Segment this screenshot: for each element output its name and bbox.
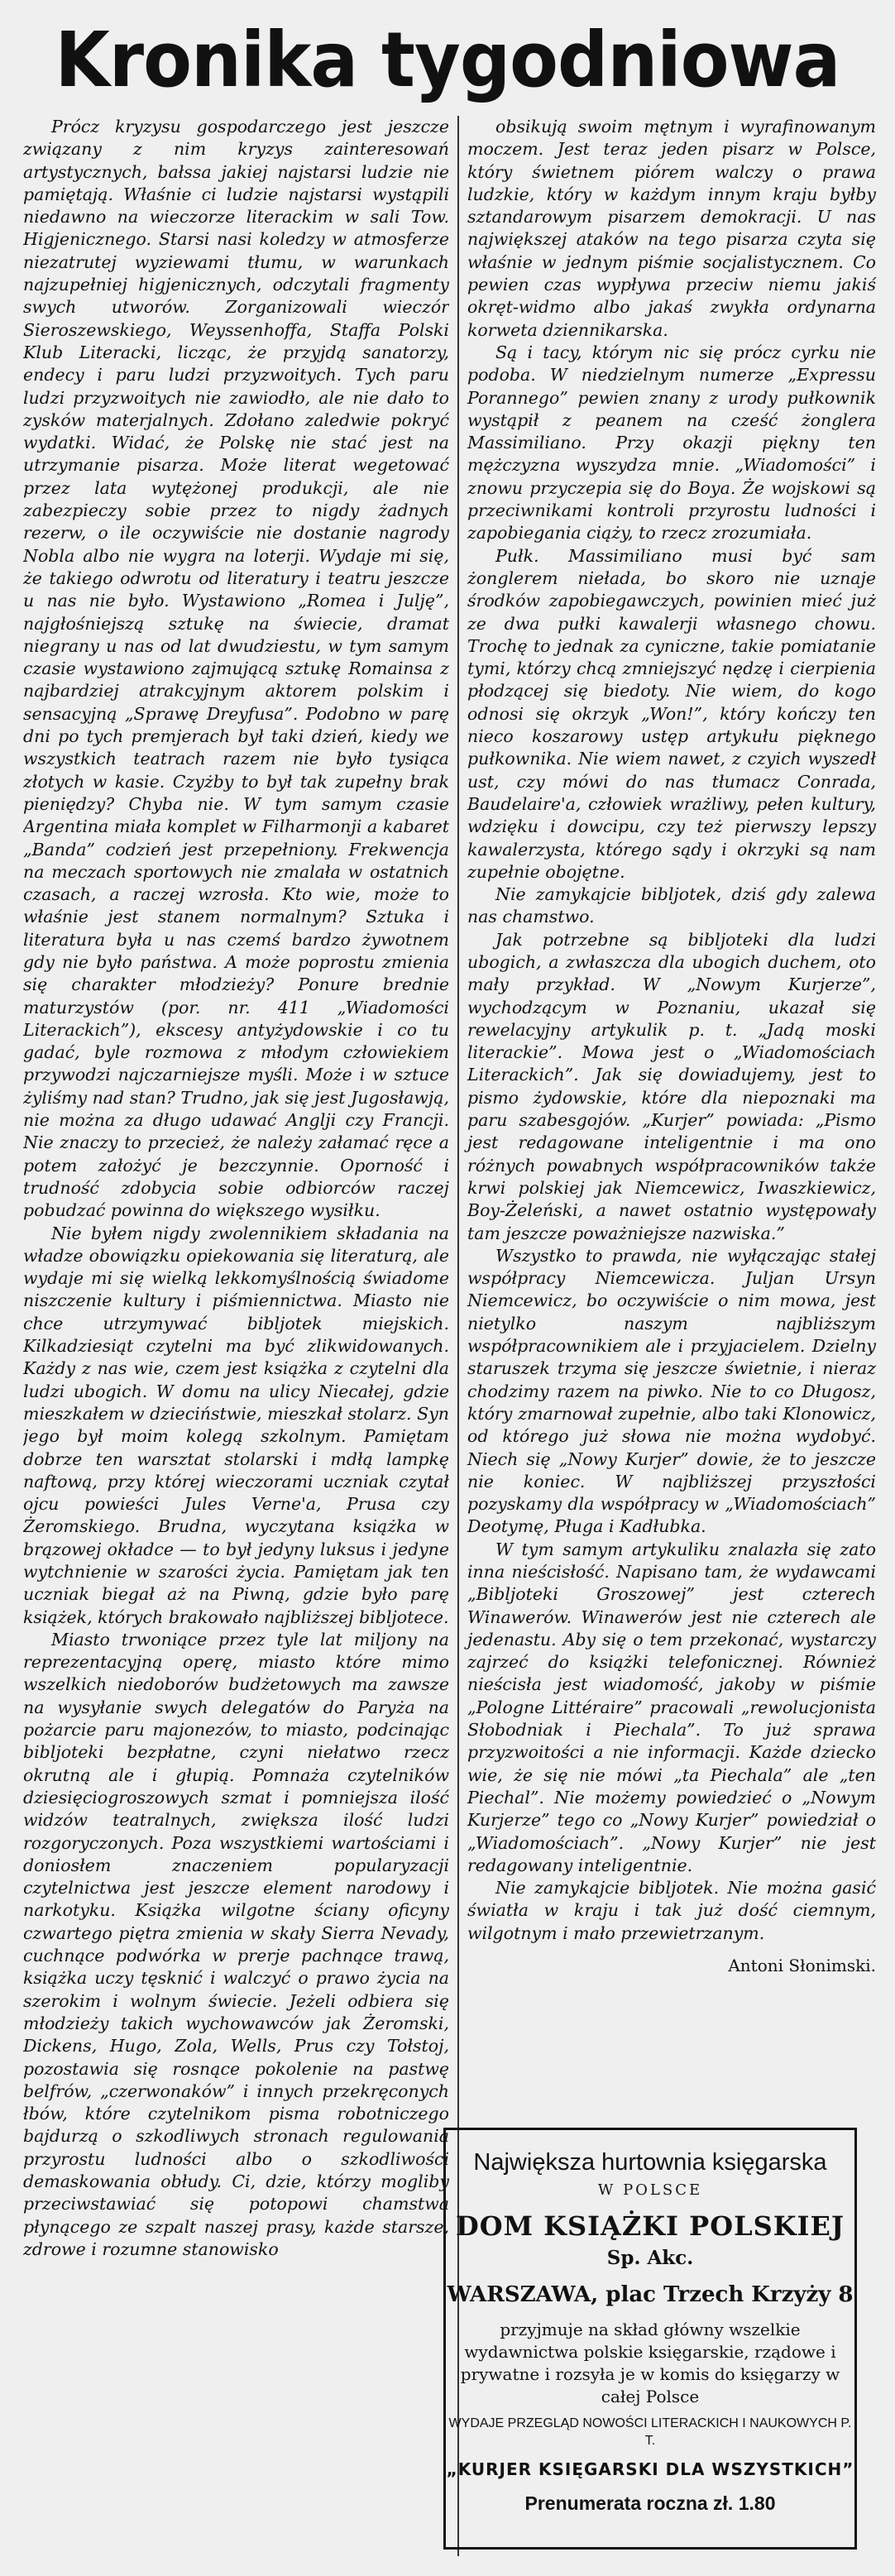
paragraph: Nie byłem nigdy zwolennikiem składania na władze obowiązku opiekowania się literaturą, ale wydaje mi się wielką lekkomyślnością świadome niszczenie kultury i piśmiennictwa. Miasto nie chce utrzymywać bibljotek miejskich. Kilkadziesiąt czytelni ma być zlikwidowanych. Każdy z nas wie, czem jest książka z czytelni dla ludzi ubogich. W domu na ulicy Niecałej, gdzie mieszkałem w dzieciństwie, mieszkał stolarz. Syn jego był moim kolegą szkolnym. Pamiętam dobrze ten warsztat stolarski i mdłą lampkę naftową, przy której wieczorami uczniak czytał ojcu powieści Jules Verne'a, Prusa czy Żeromskiego. Brudna, wyczytana książka w brązowej okładce — to był jedyny luksus i jedyne wytchnienie w szarości życia. Pamiętam jak ten uczniak biegał aż na Piwną, gdzie było parę książek, których brakowało najbliższej bibljotece.	[23, 1223, 449, 1627]
paragraph: Miasto trwoniące przez tyle lat miljony na reprezentacyjną operę, miasto które mimo wszelkich niedoborów budżetowych ma zawsze na wysyłanie swych delegatów do Paryża na pożarcie paru majonezów, to miasto, podcinając bibljoteki bezpłatne, czyni niełatwo rzecz okrutną ale i głupią. Pomnaża czytelników dziesięciogroszowych szmat i pomniejsza ilość widzów teatralnych, zwiększa ilość ludzi rozgoryczonych. Poza wszystkiemi wartościami i doniosłem znaczeniem popularyzacji czytelnictwa jest jeszcze element narodowy i narkotyku. Książka wilgotne ściany oficyny czwartego piętra zmienia w skały Sierra Nevady, cuchnące podwórka w prerje pachnące trawą, książka uczy tęsknić i walczyć o prawo życia na szerokim i wolnym świecie. Jeżeli odbiera się młodzieży takich wychowawców jak Żeromski, Dickens, Hugo, Zola, Wells, Prus czy Tołstoj, pozostawia się rosnące pokolenie na pastwę belfrów, „czerwonaków” i innych przekręconych łbów, które czytelnikom pisma robotniczego bajdurzą o szkodliwych stronach regulowania przyrostu ludności albo o szkodliwości demaskowania obłudy. Ci, dzie, którzy mogliby przeciwstawiać się potopowi chamstwa płynącego ze szpalt naszej prasy, każde starsze, zdrowe i rozumne stanowisko	[23, 1629, 449, 2259]
paragraph: W tym samym artykuliku znalazła się zato inna nieścisłość. Napisano tam, że wydawcami „Bibljoteki Groszowej” jest czterech Winawerów. Winawerów jest nie czterech ale jedenastu. Aby się o tem przekonać, wystarczy zajrzeć do książki telefonicznej. Również nieścisła jest wiadomość, jakoby w piśmie „Pologne Littéraire” pracowali „rewolucjonista Słobodniak i Piechala”. To już sprawa przyzwoitości a nie informacji. Każde dziecko wie, że się nie mówi „ta Piechala” ale „ten Piechal”. Nie możemy powiedzieć o „Nowym Kurjerze” tego co „Nowy Kurjer” powiedział o „Wiadomościach”. „Nowy Kurjer” nie jest redagowany inteligentnie.	[467, 1539, 876, 1875]
advertisement-box	[443, 2128, 857, 2550]
article-column-left	[23, 116, 449, 2548]
paragraph: obsikują swoim mętnym i wyrafinowanym moczem. Jest teraz jeden pisarz w Polsce, który świetnem piórem walczy o prawa ludzkie, który w każdym innym kraju byłby sztandarowym pisarzem demokracji. U nas największej ataków na tego pisarza czyta się właśnie w jednym piśmie socjalistycznem. Co pewien czas wypływa przeciw niemu jakiś okręt-widmo albo jakaś zwykła ordynarna korweta dziennikarska.	[467, 117, 876, 340]
headline: Kronika tygodniowa	[55, 16, 840, 104]
paragraph: Prócz kryzysu gospodarczego jest jeszcze związany z nim kryzys zainteresowań artystycznych, bałssa jakiej najstarsi ludzie nie pamiętają. Właśnie ci ludzie najstarsi wystąpili niedawno na wieczorze literackim w sali Tow. Higjenicznego. Starsi nasi koledzy w atmosferze niezatrutej wyziewami tłumu, w warunkach najzupełniej higjenicznych, odczytali fragmenty swych utworów. Zorganizowali wieczór Sieroszewskiego, Weyssenhoffa, Staffa Polski Klub Literacki, licząc, że przyjdą sanatorzy, endecy i paru ludzi przyzwoitych. Tych paru ludzi przyzwoitych nie zawiodło, ale nie dało to zysków materjalnych. Zdołano zaledwie pokryć wydatki. Widać, że Polskę nie stać jest na utrzymanie pisarza. Może literat wegetować przez lata wytężonej produkcji, ale nie zabezpieczy sobie przez to nigdy żadnych rezerw, o ile oczywiście nie dostanie nagrody Nobla albo nie wygra na loterji. Wydaje mi się, że takiego odwrotu od literatury i teatru jeszcze u nas nie było. Wystawiono „Romea i Julję”, najgłośniejszą sztukę na świecie, dramat niegrany u nas od lat dwudziestu, w tym samym czasie wystawiono zajmującą sztukę Romainsa z najbardziej atrakcyjnym aktorem polskim i sensacyjną „Sprawę Dreyfusa”. Podobno w parę dni po tych premjerach był taki dzień, kiedy we wszystkich teatrach razem nie było tysiąca złotych w kasie. Czyżby to był tak zupełny brak pieniędzy? Chyba nie. W tym samym czasie Argentina miała komplet w Filharmonji a kabaret „Banda” codzień jest przepełniony. Frekwencja na meczach sportowych nie zmalała w ostatnich czasach, a raczej wzrosła. Kto wie, może to właśnie jest stanem normalnym? Sztuka i literatura była u nas czemś bardzo żywotnem gdy nie było państwa. A może poprostu zmienia się charakter młodzieży? Ponure brednie maturzystów (por. nr. 411 „Wiadomości Literackich”), ekscesy antyżydowskie i co tu gadać, byle rozmowa z młodym człowiekiem przywodzi najczarniejsze myśli. Może i w sztuce żyliśmy nad stan? Trudno, jak się jest Jugosławją, nie można za długo udawać Anglji czy Francji. Nie znaczy to przecież, że należy załamać ręce a potem założyć je bezczynnie. Oporność i trudność zdobycia sobie odbiorców raczej pobudzać powinna do większego wysiłku.	[23, 117, 449, 1221]
paragraph: Są i tacy, którym nic się prócz cyrku nie podoba. W niedzielnym numerze „Expressu Porannego” pewien znany z urody pułkownik wystąpił z peanem na cześć żonglera Massimiliano. Przy okazji piękny ten mężczyzna wyszydza mnie. „Wiadomości” i znowu przyczepia się do Boya. Że wojskowi są przeciwnikami kontroli przyrostu ludności i zapobiegania ciąży, to rzecz zrozumiała.	[467, 342, 876, 543]
article-column-right	[467, 116, 876, 1977]
ad-subheadline: W POLSCE	[597, 2181, 703, 2199]
ad-company-type: Sp. Akc.	[606, 2247, 694, 2269]
author-signature: Antoni Słonimski.	[728, 1956, 876, 1976]
ad-description: przyjmuje na skład główny wszelkie wydawnictwa polskie księgarskie, rządowe i prywatne i rozsyła je w komis do księgarzy w całej Polsce	[460, 2320, 840, 2406]
ad-subscription-price: Prenumerata roczna zł. 1.80	[524, 2492, 776, 2514]
ad-publication-title: „KURJER KSIĘGARSKI DLA WSZYSTKICH”	[446, 2459, 854, 2479]
paragraph: Nie zamykajcie bibljotek, dziś gdy zalewa nas chamstwo.	[467, 884, 876, 927]
paragraph: Nie zamykajcie bibljotek. Nie można gasić światła w kraju i tak już dość ciemnym, wilgotnym i mało przewietrzanym.	[467, 1878, 876, 1943]
ad-address: WARSZAWA, plac Trzech Krzyży 8	[447, 2282, 854, 2307]
paragraph: Wszystko to prawda, nie wyłączając stałej współpracy Niemcewicza. Juljan Ursyn Niemcewicz, bo oczywiście o nim mowa, jest nietylko naszym najbliższym współpracownikiem ale i przyjacielem. Dzielny staruszek trzyma się jeszcze świetnie, i nieraz chodzimy razem na piwko. Nie to co Długosz, który zmarnował zupełnie, albo taki Klonowicz, od którego już słowa nie można wydobyć. Niech się „Nowy Kurjer” dowie, że to jeszcze nie koniec. W najbliższej przyszłości pozyskamy dla współpracy w „Wiadomościach” Deotymę, Pługa i Kadłubka.	[467, 1245, 876, 1537]
paragraph: Pułk. Massimiliano musi być sam żonglerem niełada, bo skoro nie uznaje środków zapobiegawczych, powinien mieć już ze dwa pułki kawalerji własnego chowu. Trochę to jednak za cyniczne, takie pomiatanie tymi, którzy chcą zmniejszyć nędzę i cierpienia płodzącej się biedoty. Nie wiem, do kogo odnosi się okrzyk „Won!”, który kończy ten nieco koszarowy ustęp artykułu pięknego pułkownika. Nie wiem nawet, z czyich wyszedł ust, czy mówi do nas tłumacz Conrada, Baudelaire'a, człowiek wrażliwy, pełen kultury, wdzięku i dowcipu, czy też pierwszy lepszy kawalerzysta, którego sądy i okrzyki są nam zupełnie obojętne.	[467, 545, 876, 882]
paragraph: Jak potrzebne są bibljoteki dla ludzi ubogich, a zwłaszcza dla ubogich duchem, oto mały przykład. W „Nowym Kurjerze”, wychodzącym w Poznaniu, ukazał się rewelacyjny artykulik p. t. „Jadą moski literackie”. Mowa jest o „Wiadomościach Literackich”. Jak się dowiadujemy, jest to pismo żydowskie, które dla niepoznaki ma paru szabesgojów. „Kurjer” powiada: „Pismo jest redagowane inteligentnie i ma ono różnych powabnych współpracowników także krwi polskiej jak Niemcewicz, Iwaszkiewicz, Boy-Żeleński, a nawet ostatnio występowały tam jeszcze poważniejsze nazwiska.”	[467, 929, 876, 1243]
ad-publication-note: WYDAJE PRZEGLĄD NOWOŚCI LITERACKICH I NAUKOWYCH P. T.	[448, 2416, 852, 2448]
ad-headline: Największa hurtownia księgarska	[473, 2149, 827, 2176]
ad-company-name: DOM KSIĄŻKI POLSKIEJ	[455, 2210, 845, 2242]
